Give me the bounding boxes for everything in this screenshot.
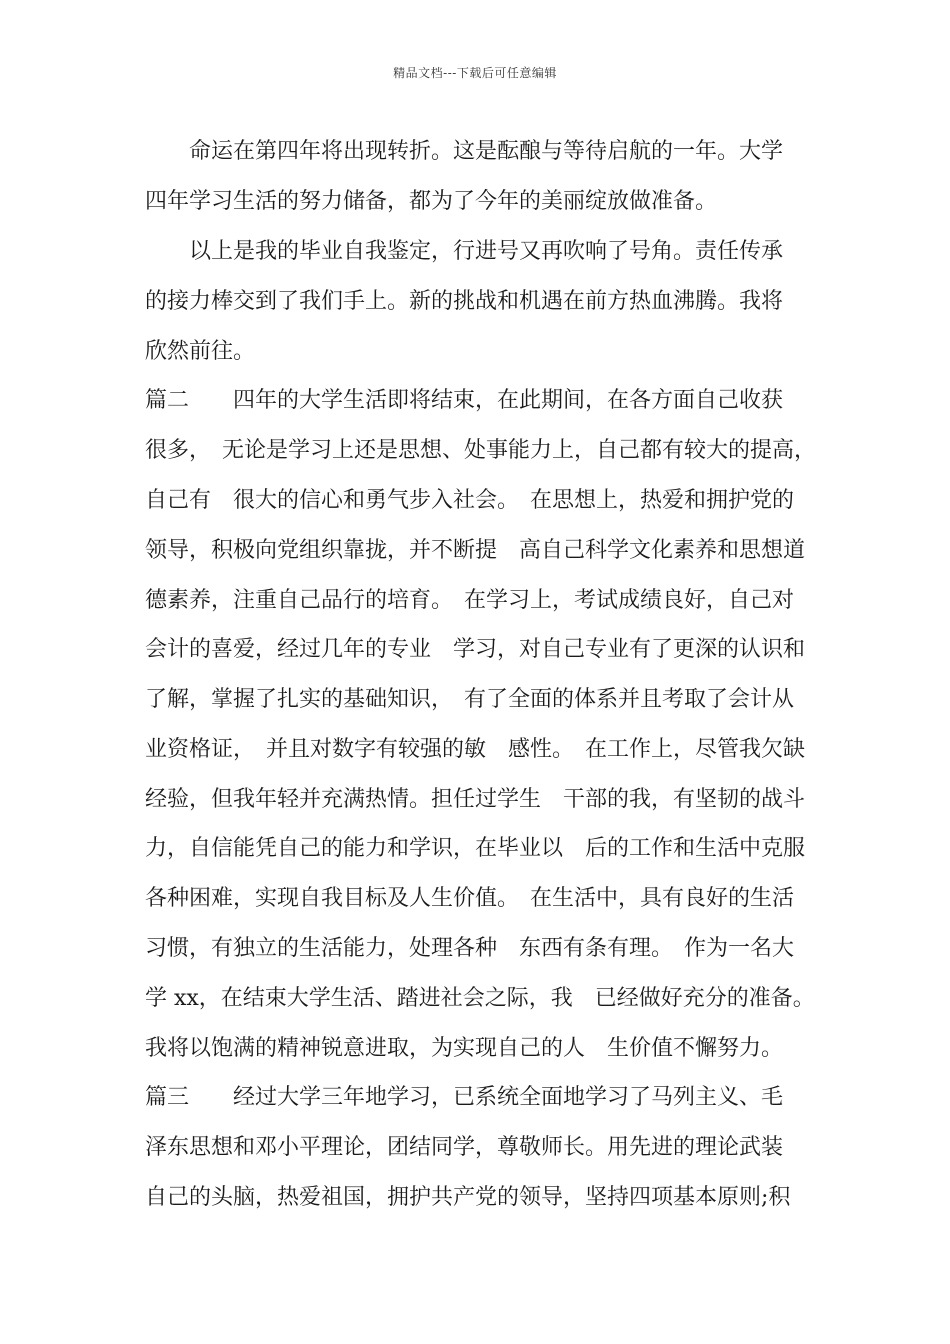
text-line: 泽东思想和邓小平理论，团结同学，尊敬师长。用先进的理论武装	[145, 1135, 784, 1160]
text-line: 我将以饱满的精神锐意进取，为实现自己的人 生价值不懈努力。	[145, 1036, 784, 1061]
text-line: 以上是我的毕业自我鉴定，行进号又再吹响了号角。责任传承	[145, 239, 784, 264]
text-line: 篇二 四年的大学生活即将结束，在此期间，在各方面自己收获	[145, 388, 784, 413]
text-line: 各种困难，实现自我目标及人生价值。 在生活中，具有良好的生活	[145, 886, 795, 911]
text-line: 篇三 经过大学三年地学习，已系统全面地学习了马列主义、毛	[145, 1085, 784, 1110]
text-line: 会计的喜爱，经过几年的专业 学习，对自己专业有了更深的认识和	[145, 637, 806, 662]
text-line: 的接力棒交到了我们手上。新的挑战和机遇在前方热血沸腾。我将	[145, 289, 784, 314]
text-line: 四年学习生活的努力储备，都为了今年的美丽绽放做准备。	[145, 189, 718, 214]
text-line: 业资格证， 并且对数字有较强的敏 感性。 在工作上，尽管我欠缺	[145, 737, 806, 762]
text-line: 了解，掌握了扎实的基础知识， 有了全面的体系并且考取了会计从	[145, 687, 795, 712]
text-line: 命运在第四年将出现转折。这是酝酿与等待启航的一年。大学	[145, 139, 784, 164]
text-line: 学 xx，在结束大学生活、踏进社会之际，我 已经做好充分的准备。	[145, 986, 815, 1011]
text-line: 自己有 很大的信心和勇气步入社会。 在思想上，热爱和拥护党的	[145, 488, 795, 513]
text-line: 经验，但我年轻并充满热情。担任过学生 干部的我，有坚韧的战斗	[145, 787, 806, 812]
text-line: 德素养，注重自己品行的培育。 在学习上，考试成绩良好，自己对	[145, 588, 795, 613]
text-line: 习惯，有独立的生活能力，处理各种 东西有条有理。 作为一名大	[145, 936, 795, 961]
text-line: 很多， 无论是学习上还是思想、处事能力上，自己都有较大的提高，	[145, 438, 817, 463]
text-line: 力，自信能凭自己的能力和学识，在毕业以 后的工作和生活中克服	[145, 836, 806, 861]
page-header: 精品文档---下载后可任意编辑	[393, 66, 557, 80]
text-line: 自己的头脑，热爱祖国，拥护共产党的领导，坚持四项基本原则;积	[145, 1185, 791, 1210]
text-line: 欣然前往。	[145, 339, 256, 364]
text-line: 领导，积极向党组织靠拢，并不断提 高自己科学文化素养和思想道	[145, 538, 806, 563]
